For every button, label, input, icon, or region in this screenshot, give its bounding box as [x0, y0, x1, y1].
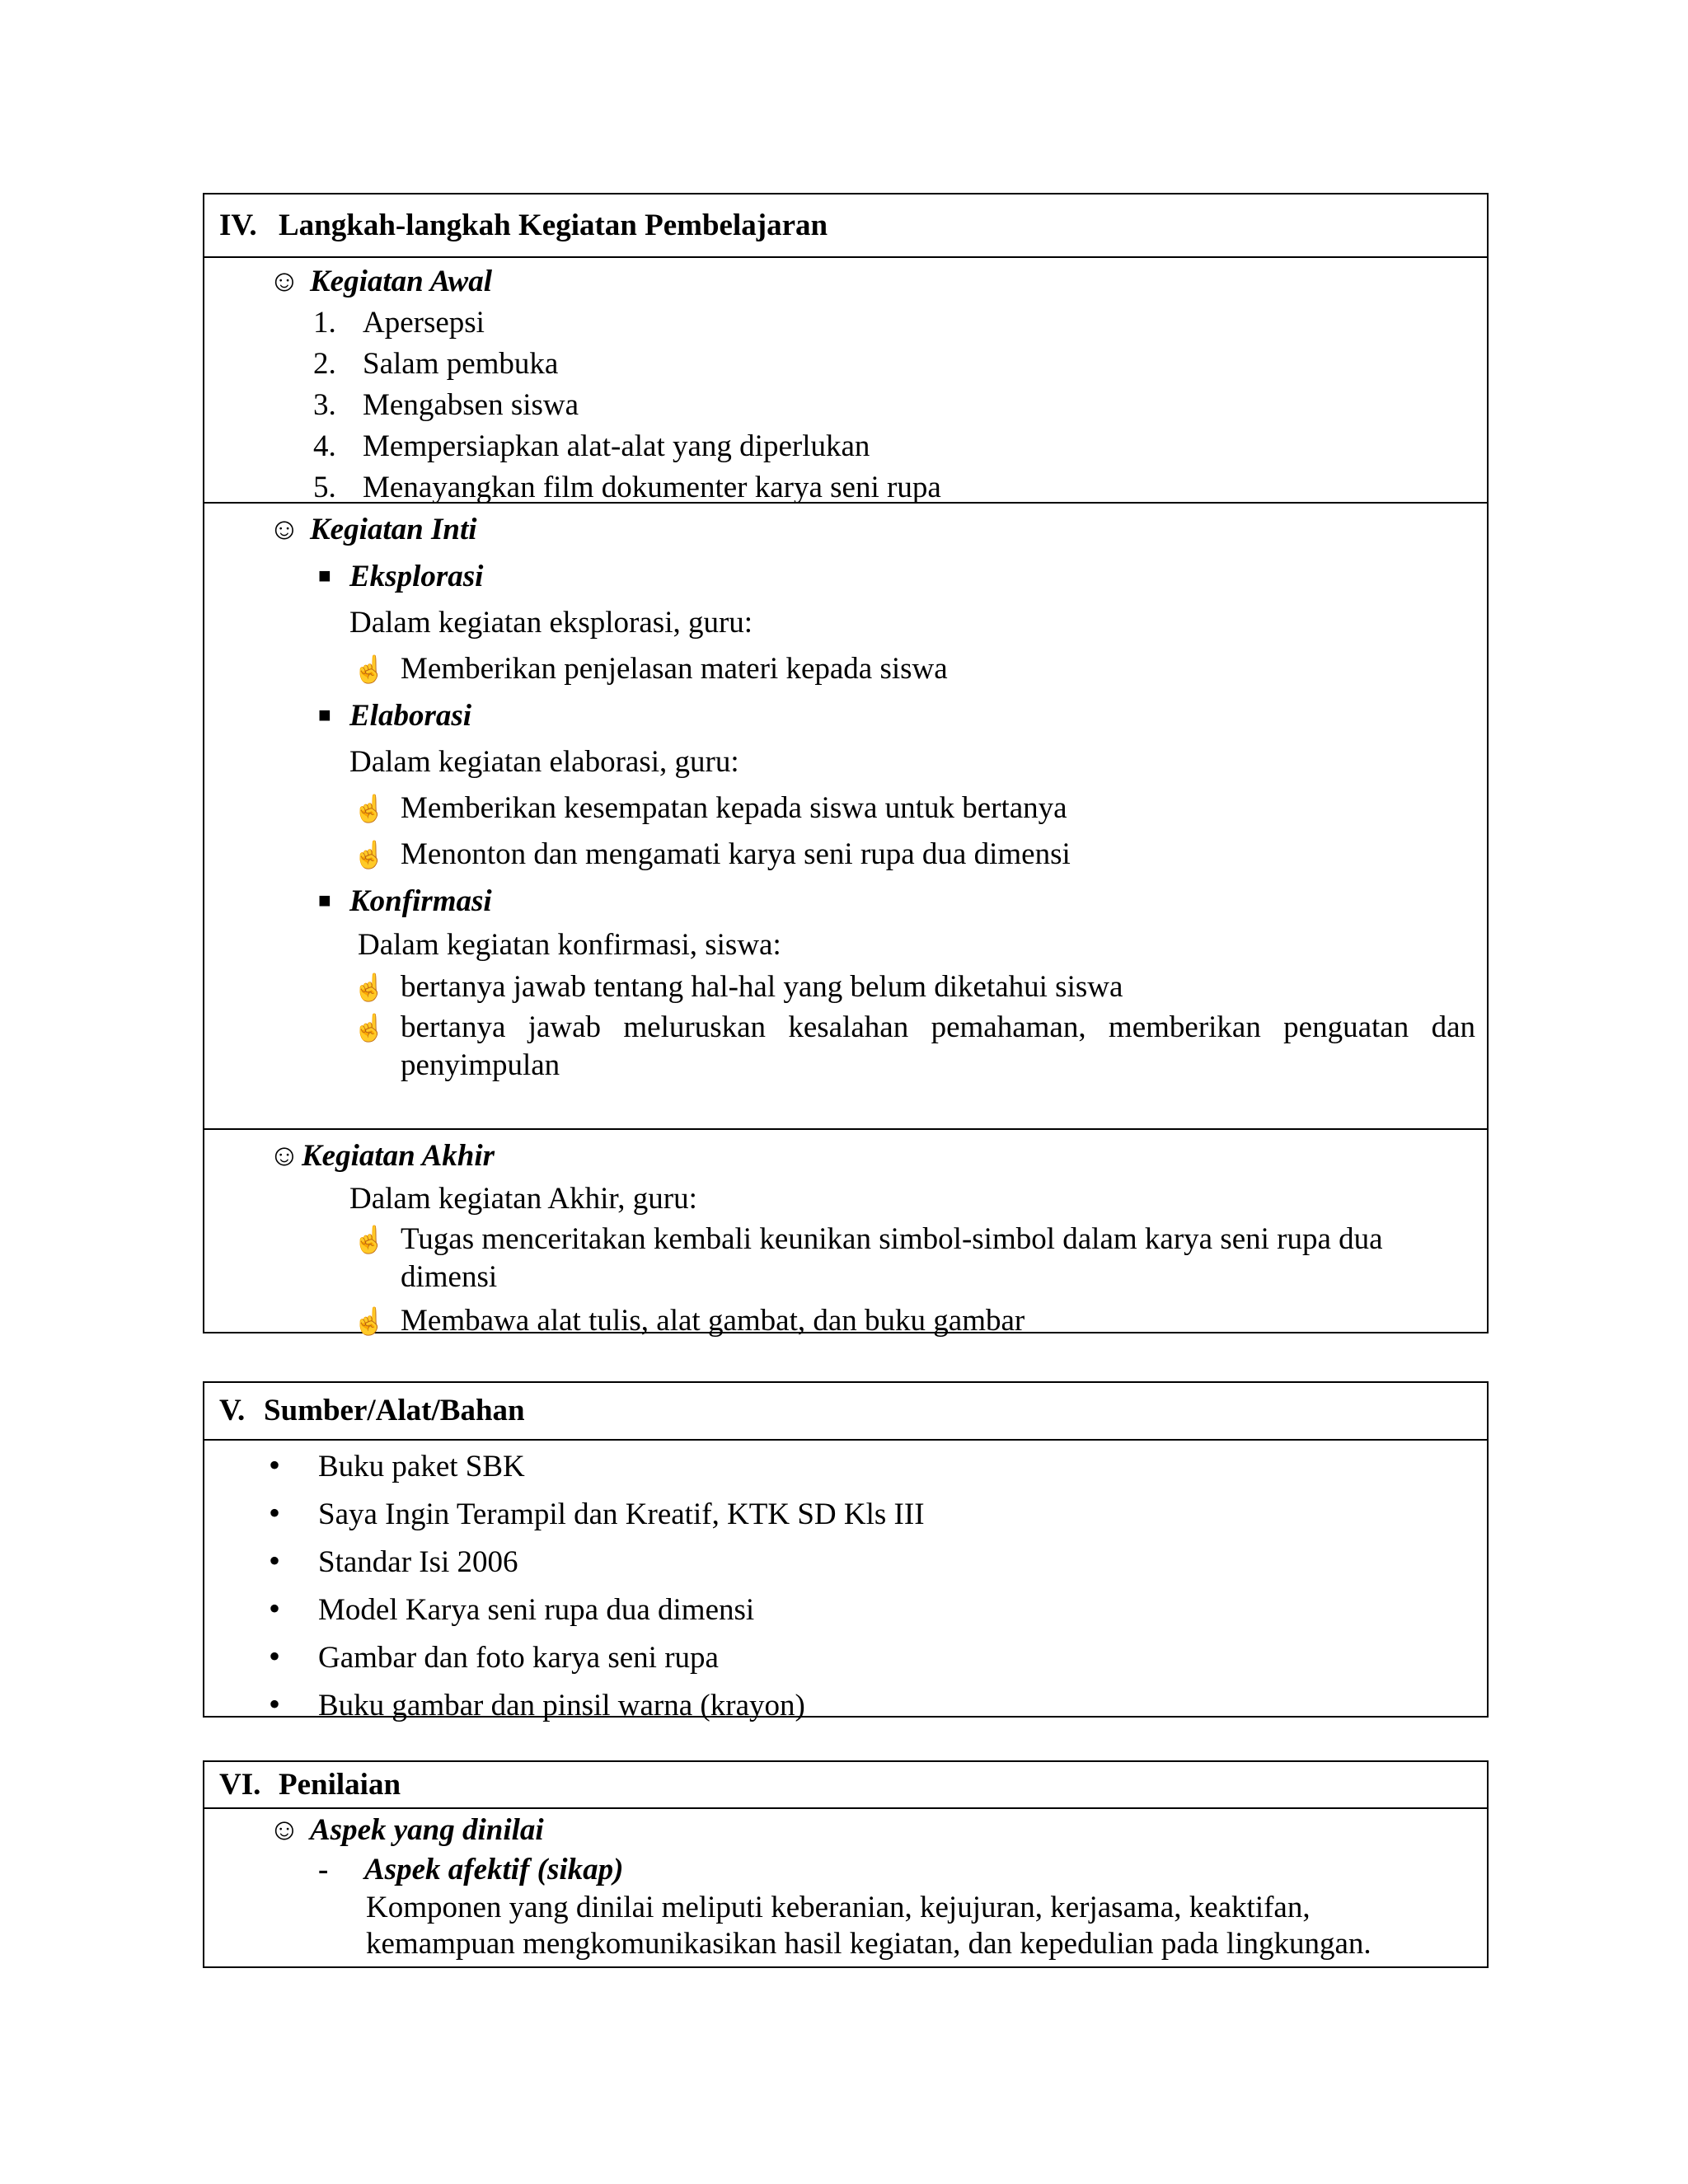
konfirmasi-title: Konfirmasi — [349, 884, 492, 918]
section-penilaian — [203, 1760, 1489, 1968]
komponen-line-2: kemampuan mengkomunikasikan hasil kegiatan, dan kepedulian pada lingkungan. — [366, 1927, 1372, 1961]
elaborasi-heading-line — [204, 692, 1487, 739]
list-item — [204, 1442, 1487, 1490]
list-item — [204, 302, 1487, 344]
smiley-icon: ☺ — [269, 513, 300, 546]
afektif-heading-line — [204, 1850, 1487, 1890]
list-item — [204, 1681, 1487, 1729]
list-item — [204, 1490, 1487, 1538]
section-number: V. — [219, 1394, 246, 1427]
elaborasi-title: Elaborasi — [349, 699, 472, 733]
square-bullet-icon: ■ — [318, 888, 331, 912]
section-number: VI. — [219, 1768, 261, 1802]
kegiatan-akhir-heading: Kegiatan Akhir — [302, 1139, 495, 1173]
aspek-heading: Aspek yang dinilai — [310, 1813, 544, 1847]
akhir-intro: Dalam kegiatan Akhir, guru: — [349, 1182, 697, 1216]
list-item — [204, 1300, 1487, 1343]
list-item — [204, 1009, 1487, 1085]
bullet-icon: • — [269, 1590, 281, 1627]
list-item — [204, 966, 1487, 1009]
list-text: Model Karya seni rupa dua dimensi — [318, 1593, 755, 1627]
list-text: Buku paket SBK — [318, 1450, 525, 1483]
list-number: 1. — [313, 306, 336, 340]
list-text: bertanya jawab tentang hal-hal yang belum diketahui siswa — [401, 970, 1123, 1004]
section-title: Sumber/Alat/Bahan — [264, 1394, 525, 1427]
kegiatan-inti-heading: Kegiatan Inti — [310, 513, 477, 546]
kegiatan-akhir-heading-line — [204, 1135, 1487, 1178]
bullet-icon: • — [269, 1685, 281, 1722]
sumber-list-cell — [204, 1439, 1487, 1729]
dash-bullet-icon: - — [318, 1853, 329, 1886]
list-text: Menayangkan film dokumenter karya seni rupa — [363, 471, 941, 504]
list-text: Menonton dan mengamati karya seni rupa dua dimensi — [401, 837, 1071, 871]
bullet-icon: • — [269, 1494, 281, 1531]
list-item — [204, 344, 1487, 385]
square-bullet-icon: ■ — [318, 703, 331, 727]
pointing-hand-icon: ☝ — [353, 794, 386, 823]
list-item — [204, 1586, 1487, 1633]
list-number: 3. — [313, 388, 336, 422]
list-text: Memberikan penjelasan materi kepada siswa — [401, 652, 948, 686]
list-text: Apersepsi — [363, 306, 485, 340]
kegiatan-awal-cell — [204, 256, 1487, 502]
list-item — [204, 426, 1487, 467]
bullet-icon: • — [269, 1542, 281, 1579]
list-item — [204, 1538, 1487, 1586]
section-header — [204, 1383, 1487, 1439]
konfirmasi-heading-line — [204, 878, 1487, 925]
smiley-icon: ☺ — [269, 1139, 300, 1173]
section-title: Langkah-langkah Kegiatan Pembelajaran — [279, 209, 828, 242]
list-item — [204, 785, 1487, 832]
list-text: Mempersiapkan alat-alat yang diperlukan — [363, 429, 870, 463]
list-item — [204, 385, 1487, 426]
list-text: Gambar dan foto karya seni rupa — [318, 1641, 719, 1675]
pointing-hand-icon: ☝ — [353, 972, 386, 1002]
list-item — [204, 832, 1487, 878]
pointing-hand-icon: ☝ — [353, 1306, 386, 1336]
list-text: bertanya jawab meluruskan kesalahan pemahaman, memberikan penguatan dan penyimpulan — [401, 1010, 1475, 1082]
list-text: Mengabsen siswa — [363, 388, 579, 422]
kegiatan-awal-heading: Kegiatan Awal — [310, 265, 493, 298]
penilaian-cell — [204, 1807, 1487, 1962]
list-text: Saya Ingin Terampil dan Kreatif, KTK SD Kls III — [318, 1497, 925, 1531]
elaborasi-intro: Dalam kegiatan elaborasi, guru: — [349, 745, 739, 779]
list-text: Membawa alat tulis, alat gambat, dan buku gambar — [401, 1304, 1025, 1338]
section-number: IV. — [219, 209, 257, 242]
eksplorasi-heading-line — [204, 553, 1487, 600]
kegiatan-awal-heading-line — [204, 261, 1487, 302]
list-text: Standar Isi 2006 — [318, 1545, 518, 1579]
pointing-hand-icon: ☝ — [353, 840, 386, 869]
smiley-icon: ☺ — [269, 265, 300, 298]
section-header — [204, 194, 1487, 256]
pointing-hand-icon: ☝ — [353, 654, 386, 684]
list-text: Tugas menceritakan kembali keunikan simbol-simbol dalam karya seni rupa dua dimensi — [401, 1222, 1383, 1294]
afektif-heading: Aspek afektif (sikap) — [364, 1853, 624, 1886]
kegiatan-inti-cell — [204, 502, 1487, 1128]
smiley-icon: ☺ — [269, 1813, 300, 1847]
section-title: Penilaian — [279, 1768, 401, 1802]
eksplorasi-intro: Dalam kegiatan eksplorasi, guru: — [349, 606, 753, 640]
section-langkah-kegiatan — [203, 193, 1489, 1338]
bullet-icon: • — [269, 1446, 281, 1483]
list-number: 4. — [313, 429, 336, 463]
kegiatan-akhir-cell — [204, 1128, 1487, 1338]
section-sumber-alat-bahan — [203, 1381, 1489, 1722]
komponen-line-1: Komponen yang dinilai meliputi keberanian, kejujuran, kerjasama, keaktifan, — [366, 1891, 1311, 1924]
konfirmasi-intro: Dalam kegiatan konfirmasi, siswa: — [358, 928, 781, 962]
list-number: 2. — [313, 347, 336, 381]
list-item — [204, 1633, 1487, 1681]
list-text: Buku gambar dan pinsil warna (krayon) — [318, 1689, 805, 1722]
pointing-hand-icon: ☝ — [353, 1013, 386, 1043]
bullet-icon: • — [269, 1638, 281, 1675]
section-header — [204, 1762, 1487, 1807]
list-item — [204, 646, 1487, 692]
pointing-hand-icon: ☝ — [353, 1225, 386, 1254]
aspek-heading-line — [204, 1811, 1487, 1850]
kegiatan-inti-heading-line — [204, 507, 1487, 553]
list-item — [204, 1221, 1487, 1296]
eksplorasi-title: Eksplorasi — [349, 560, 484, 593]
list-text: Salam pembuka — [363, 347, 559, 381]
list-number: 5. — [313, 471, 336, 504]
square-bullet-icon: ■ — [318, 564, 331, 588]
list-text: Memberikan kesempatan kepada siswa untuk bertanya — [401, 791, 1067, 825]
